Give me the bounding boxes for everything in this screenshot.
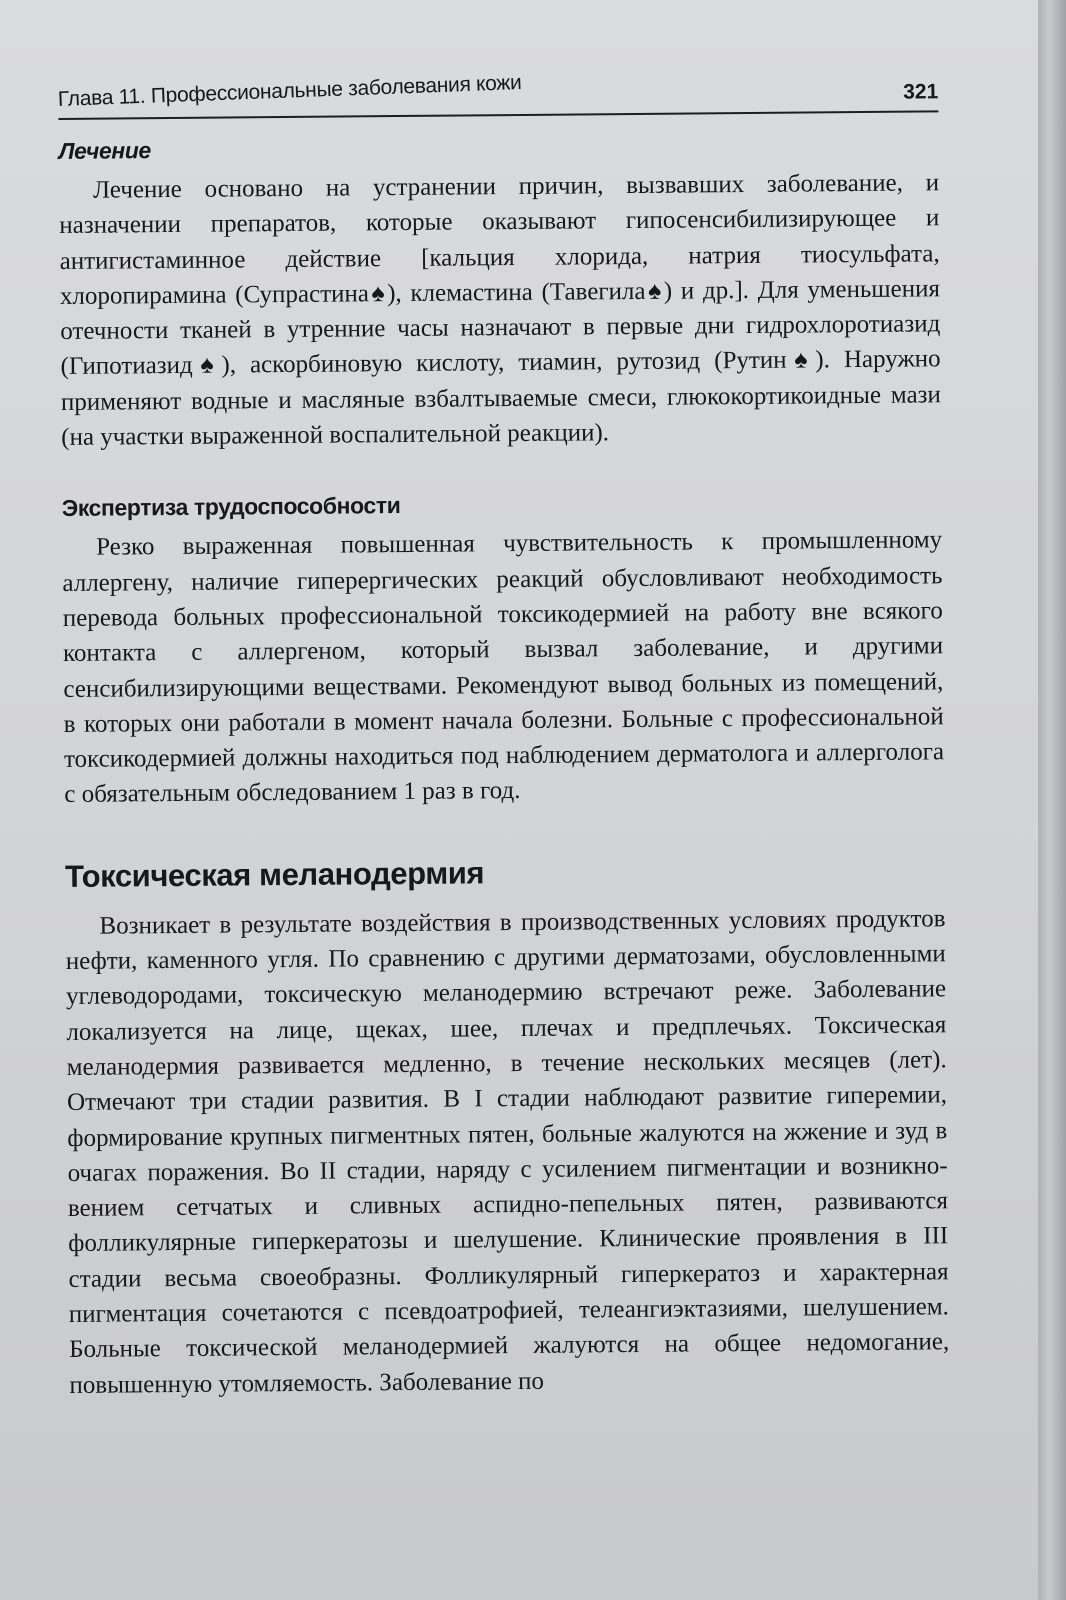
paragraph-treatment: Лечение основано на устранении причин, вызвавших заболевание, и назначении препаратов, которые оказывают гипосенсибилизирующее и антигистаминное действие [кальция хлорида, натрия тиосульфата, хлоропирамина (Супрастина♠), клемастина (Тавегила♠) и др.]. Для уменьшения отечности тканей в утренние часы назначают в первые дни гидрохлоротиазид (Гипотиазид♠), аскорбиновую кислоту, тиамин, рутозид (Рутин♠). Наружно применяют водные и масляные взбалтываемые смеси, глюкокортикоидные мази (на участки выраженной воспалительной реакции). bbox=[59, 169, 941, 452]
paragraph-melanoderma: Возникает в результате воздействия в производственных условиях продуктов нефти, каменного угля. По сравнению с другими дерматозами, обусловленными углеводородами, токсическую меланодермию встречают реже. Заболевание локализуется на лице, щеках, шее, плечах и предплечьях. Токсическая меланодермия развивается медленно, в течение нескольких месяцев (лет). Отмечают три стадии развития. В I стадии наблюдают развитие гиперемии, формирование крупных пигментных пятен, больные жалуются на жжение и зуд в очагах поражения. Во II стадии, наряду с усилением пигментации и возникновением сетчатых и сливных аспидно-пепельных пятен, развиваются фолликулярные гиперкератозы и шелушение. Клинические проявления в III стадии весьма своеобразны. Фолликулярный гиперкератоз и характерная пигментация сочетаются с псевдоатрофией, телеангиэктазиями, шелушением. Больные токсической меланодермией жалуются на общее недомогание, повышенную утомляемость. Заболевание по bbox=[65, 905, 950, 1399]
page-content bbox=[58, 62, 950, 1403]
page-number: 321 bbox=[903, 80, 939, 104]
running-head bbox=[58, 62, 938, 120]
chapter-title: Глава 11. Профессиональные заболевания кожи bbox=[57, 71, 522, 111]
section-work-capacity bbox=[62, 488, 945, 813]
paragraph-work-capacity: Резко выраженная повышенная чувствительность к промышленному аллергену, наличие гиперергических реакций обусловливают необходимость перевода больных профессиональной токсикодермией на работу вне всякого контакта с аллергеном, который вызвал заболевание, и другими сенсибилизирующими веществами. Рекомендуют вывод больных из помещений, в которых они работали в момент начала болезни. Больные с профессиональной токсикодермией должны находиться под наблюдением дерматолога и аллерголога с обязательным обследованием 1 раз в год. bbox=[62, 526, 945, 809]
section-heading-work-capacity: Экспертиза трудоспособности bbox=[61, 492, 401, 522]
section-treatment bbox=[59, 130, 942, 455]
chapter-section-title: Токсическая меланодермия bbox=[64, 855, 485, 894]
scan-edge bbox=[1038, 0, 1066, 1600]
section-heading-treatment: Лечение bbox=[58, 137, 151, 164]
